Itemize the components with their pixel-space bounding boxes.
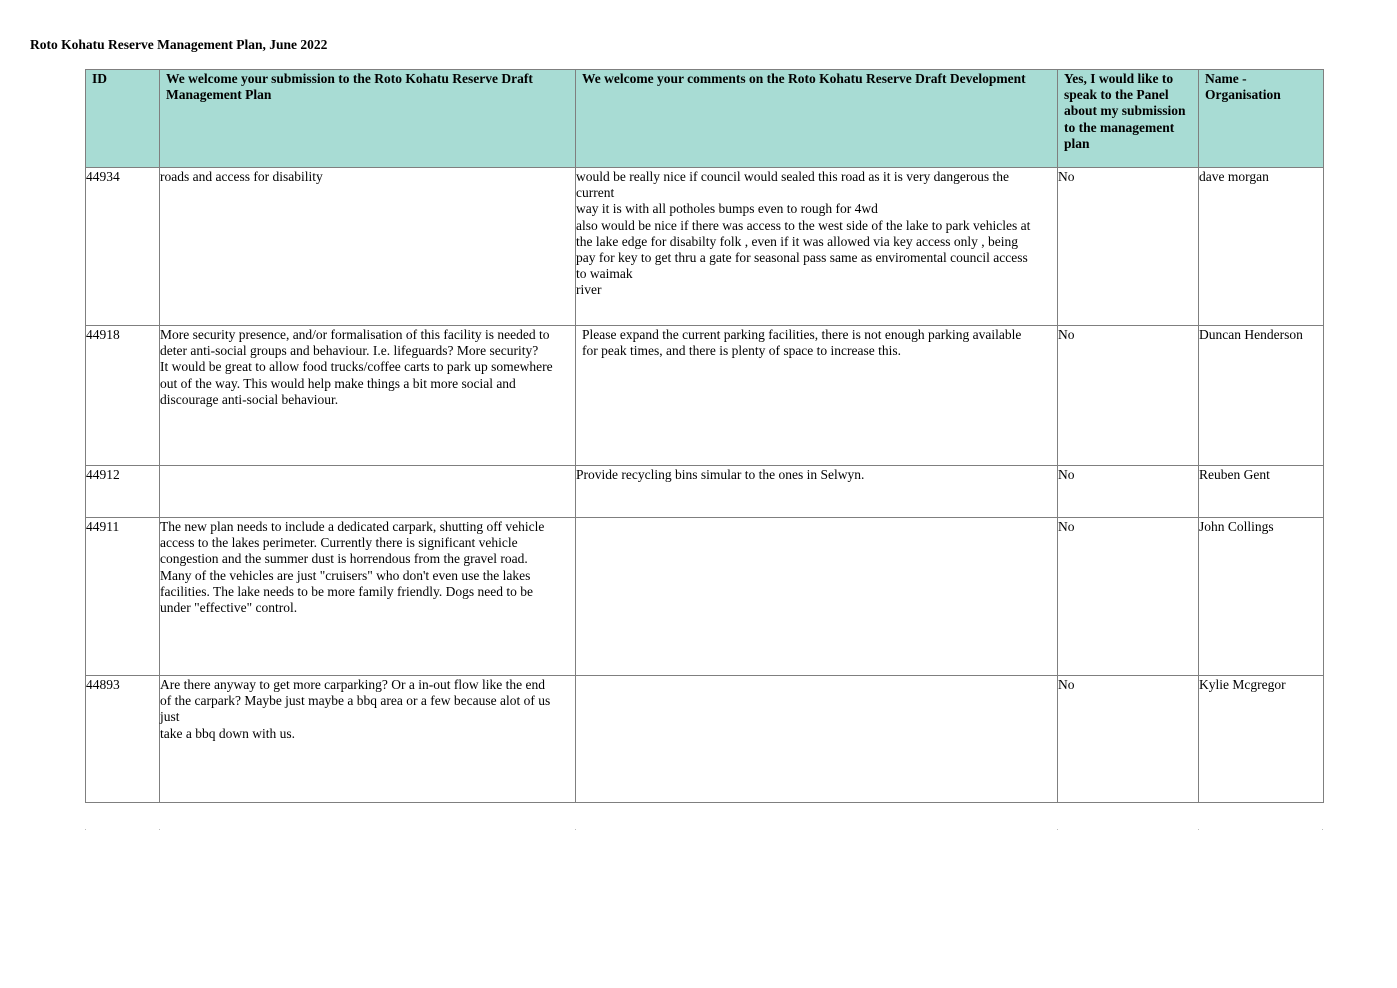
cell-management-plan: Are there anyway to get more carparking? Or a in-out flow like the end of the carpark? Maybe just maybe a bbq area or a few because alot of us just take a bbq down with us. [160, 676, 576, 803]
header-management-plan: We welcome your submission to the Roto Kohatu Reserve Draft Management Plan [160, 70, 576, 168]
cell-development: Please expand the current parking facilities, there is not enough parking available for peak times, and there is plenty of space to increase this. [576, 326, 1058, 466]
cell-speak: No [1058, 168, 1199, 326]
cell-management-plan: The new plan needs to include a dedicated carpark, shutting off vehicle access to the lakes perimeter. Currently there is significant vehicle congestion and the summer dust is horrendous from the gravel road. Many of the vehicles are just "cruisers" who don't even use the lakes facilities. The lake needs to be more family friendly. Dogs need to be under "effective" control. [160, 518, 576, 676]
table-row [86, 676, 1324, 803]
cell-id: 44934 [86, 168, 160, 326]
column-mark [85, 829, 86, 830]
cell-name: Duncan Henderson [1199, 326, 1324, 466]
column-mark [159, 829, 160, 830]
table-row [86, 168, 1324, 326]
cell-id: 44912 [86, 466, 160, 518]
table-row [86, 326, 1324, 466]
cell-management-plan [160, 466, 576, 518]
header-development: We welcome your comments on the Roto Kohatu Reserve Draft Development [576, 70, 1058, 168]
cell-id: 44893 [86, 676, 160, 803]
header-speak: Yes, I would like to speak to the Panel about my submission to the management plan [1058, 70, 1199, 168]
cell-id: 44918 [86, 326, 160, 466]
cell-management-plan: More security presence, and/or formalisation of this facility is needed to deter anti-social groups and behaviour. I.e. lifeguards? More security? It would be great to allow food trucks/coffee carts to park up somewhere out of the way. This would help make things a bit more social and discourage anti-social behaviour. [160, 326, 576, 466]
cell-name: Reuben Gent [1199, 466, 1324, 518]
header-name: Name - Organisation [1199, 70, 1324, 168]
footer-column-marks [85, 829, 1323, 833]
submissions-table [85, 69, 1324, 803]
column-mark [575, 829, 576, 830]
table-row [86, 466, 1324, 518]
cell-speak: No [1058, 326, 1199, 466]
column-mark [1322, 829, 1323, 830]
cell-name: dave morgan [1199, 168, 1324, 326]
cell-development: would be really nice if council would sealed this road as it is very dangerous the current way it is with all potholes bumps even to rough for 4wd also would be nice if there was access to the west side of the lake to park vehicles at the lake edge for disabilty folk , even if it was allowed via key access only , being pay for key to get thru a gate for seasonal pass same as enviromental council access to waimak river [576, 168, 1058, 326]
document-title: Roto Kohatu Reserve Management Plan, June 2022 [30, 37, 328, 52]
header-id: ID [86, 70, 160, 168]
header-row [86, 70, 1324, 168]
cell-speak: No [1058, 676, 1199, 803]
cell-development: Provide recycling bins simular to the ones in Selwyn. [576, 466, 1058, 518]
column-mark [1057, 829, 1058, 830]
cell-speak: No [1058, 466, 1199, 518]
cell-name: Kylie Mcgregor [1199, 676, 1324, 803]
table-row [86, 518, 1324, 676]
cell-speak: No [1058, 518, 1199, 676]
cell-development [576, 676, 1058, 803]
column-mark [1198, 829, 1199, 830]
cell-development [576, 518, 1058, 676]
cell-id: 44911 [86, 518, 160, 676]
cell-name: John Collings [1199, 518, 1324, 676]
cell-management-plan: roads and access for disability [160, 168, 576, 326]
